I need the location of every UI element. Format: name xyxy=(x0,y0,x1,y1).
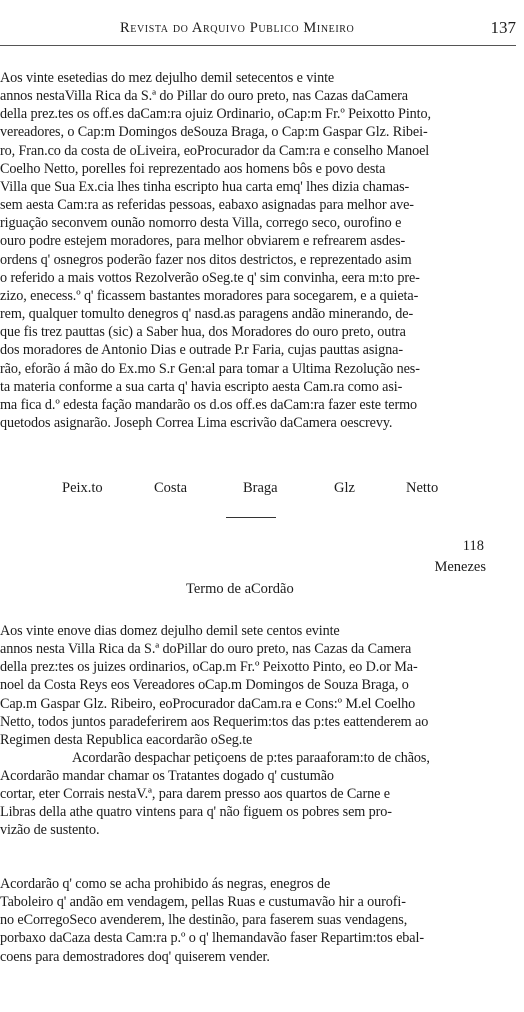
paragraph-resolution-1: Acordarão despachar petiçoens de p:tes paraaforam:to de chãos, xyxy=(72,750,430,766)
signatures-row xyxy=(0,480,524,500)
signature-peixotto: Peix.to xyxy=(62,480,103,496)
signature-netto: Netto xyxy=(406,480,439,496)
paragraph-resolution-2: Acordarão mandar chamar os Tratantes dogado q' custumão cortar, eter Corrais nestaV.ª, para darem presso aos quartos de Carne e Libras della athe quatro vintens para q' não figuem os pobres sem pro- vizão de sustento. xyxy=(0,768,392,839)
journal-title: Revista do Arquivo Publico Mineiro xyxy=(120,20,355,36)
signature-glz: Glz xyxy=(334,480,355,496)
signature-costa: Costa xyxy=(154,480,188,496)
page-header xyxy=(0,20,524,44)
page-number: 137 xyxy=(490,18,516,37)
margin-note-number: 118 xyxy=(462,538,484,554)
paragraph-resolution-3: Acordarão q' como se acha prohibido ás negras, enegros de Taboleiro q' andão em vendagem, pellas Ruas e custumavão hir a ourofi- no eCorregoSeco avenderem, lhe destinão, para faserem suas vendagens, porbaxo daCaza desta Cam:ra p.º o q' lhemandavão faser Repartim:tos ebal- coens para demostradores doq' quiserem vender. xyxy=(0,876,424,965)
margin-note-name: Menezes xyxy=(434,559,486,575)
signature-braga: Braga xyxy=(243,480,278,496)
section-divider xyxy=(226,517,276,518)
header-rule xyxy=(0,45,516,46)
paragraph-term-2: Aos vinte enove dias domez dejulho demil sete centos evinte annos nesta Villa Rica da S.ª doPillar do ouro preto, nas Cazas da Camera della prez:tes os juizes ordinarios, oCap.m Fr.º Peixotto Pinto, eo D.or Ma- noel da Costa Reys eos Vereadores oCap.m Domingos de Souza Braga, o Cap.m Gaspar Glz. Ribeiro, eoProcurador daCam.ra e Cons:º M.el Coelho Netto, todos juntos paradeferirem aos Requerim:tos das p:tes eattenderem ao Regimen desta Republica eacordarão oSeg.te xyxy=(0,623,429,748)
paragraph-term-1: Aos vinte esetedias do mez dejulho demil setecentos e vinte annos nestaVilla Rica da S.ª do Pillar do ouro preto, nas Cazas daCamera della prez.tes os off.es daCam:ra ojuiz Ordinario, oCap:m Fr.º Peixotto Pinto, vereadores, o Cap:m Domingos deSouza Braga, o Cap:m Gaspar Glz. Ribei- ro, Fran.co da costa de oLiveira, eoProcurador da Cam:ra e conselho Manoel Coelho Netto, porelles foi reprezentado aos homens bôs e povo desta Villa que Sua Ex.cia lhes tinha escripto hua carta emq' lhes dizia chamas- sem aesta Cam:ra as referidas pessoas, eabaxo asignadas para melhor ave- riguação seconvem ounão nomorro desta Villa, corrego seco, ourofino e ouro podre estejem moradores, para melhor obviarem e refrearem asdes- ordens q' osnegros poderão fazer nos ditos destrictos, e reprezentado asim o referido a mais vottos Rezolverão oSeg.te q' sim convinha, eera m:to pre- zizo, enecess.º q' ficassem bastantes moradores para socegarem, e a quieta- rem, qualquer tomulto denegros q' nasd.as paragens andão minerando, de- que fis trez pauttas (sic) a Saber hua, dos Moradores do ouro preto, outra dos moradores de Antonio Dias e outrade P.r Faria, cujas pauttas asigna- rão, eforão á mão do Ex.mo S.r Gen:al para tomar a Ultima Rezolução nes- ta materia conforme a sua carta q' havia escripto aesta Cam.ra como asi- ma fica d.º edesta fação mandarão os d.os off.es daCam:ra fazer este termo quetodos asignarão. Joseph Correa Lima escrivão daCamera oescrevy. xyxy=(0,70,431,431)
section-title: Termo de aCordão xyxy=(186,581,294,597)
